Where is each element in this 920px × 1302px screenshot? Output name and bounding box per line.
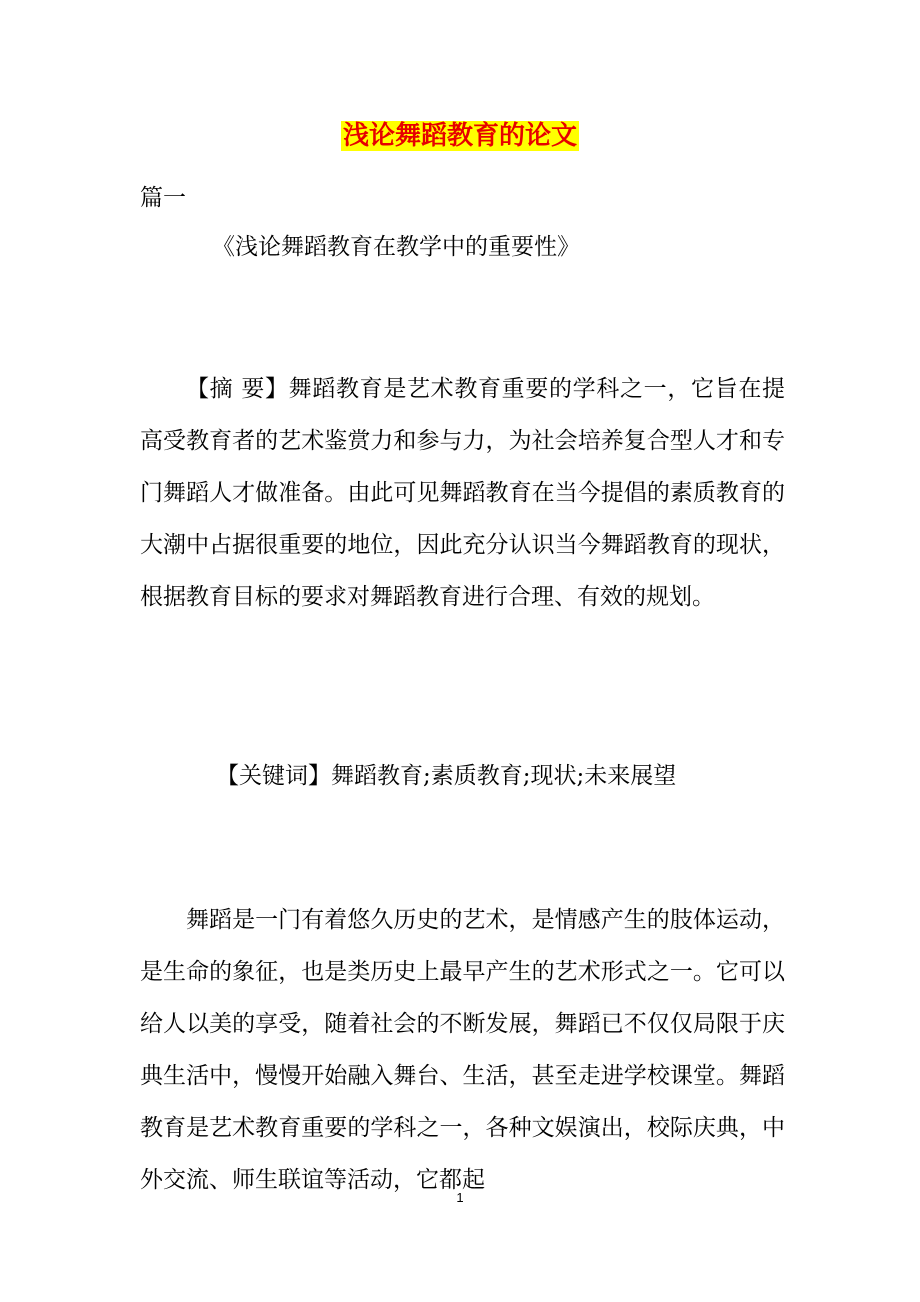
document-title bbox=[0, 116, 920, 156]
keywords-paragraph bbox=[140, 750, 785, 802]
document-title-text: 浅论舞蹈教育的论文 bbox=[342, 121, 577, 151]
abstract-paragraph bbox=[140, 363, 785, 623]
article-subtitle: 《浅论舞蹈教育在教学中的重要性》 bbox=[212, 234, 580, 260]
abstract-text: 舞蹈教育是艺术教育重要的学科之一，它旨在提高受教育者的艺术鉴赏力和参与力，为社会培养复合型人才和专门舞蹈人才做准备。由此可见舞蹈教育在当今提倡的素质教育的大潮中占据很重要的地位，因此充分认识当今舞蹈教育的现状，根据教育目标的要求对舞蹈教育进行合理、有效的规划。 bbox=[140, 376, 786, 610]
body-paragraph: 舞蹈是一门有着悠久历史的艺术，是情感产生的肢体运动，是生命的象征，也是类历史上最早产生的艺术形式之一。它可以给人以美的享受，随着社会的不断发展，舞蹈已不仅仅局限于庆典生活中，慢慢开始融入舞台、生活，甚至走进学校课堂。舞蹈教育是艺术教育重要的学科之一，各种文娱演出，校际庆典，中外交流、师生联谊等活动，它都起 bbox=[140, 907, 785, 1193]
keywords-label: 【关键词】 bbox=[216, 763, 331, 789]
abstract-label: 【摘 要】 bbox=[186, 376, 289, 402]
section-label: 篇一 bbox=[140, 185, 186, 211]
keywords-text: 舞蹈教育;素质教育;现状;未来展望 bbox=[331, 763, 677, 789]
page-number: 1 bbox=[456, 1190, 464, 1205]
